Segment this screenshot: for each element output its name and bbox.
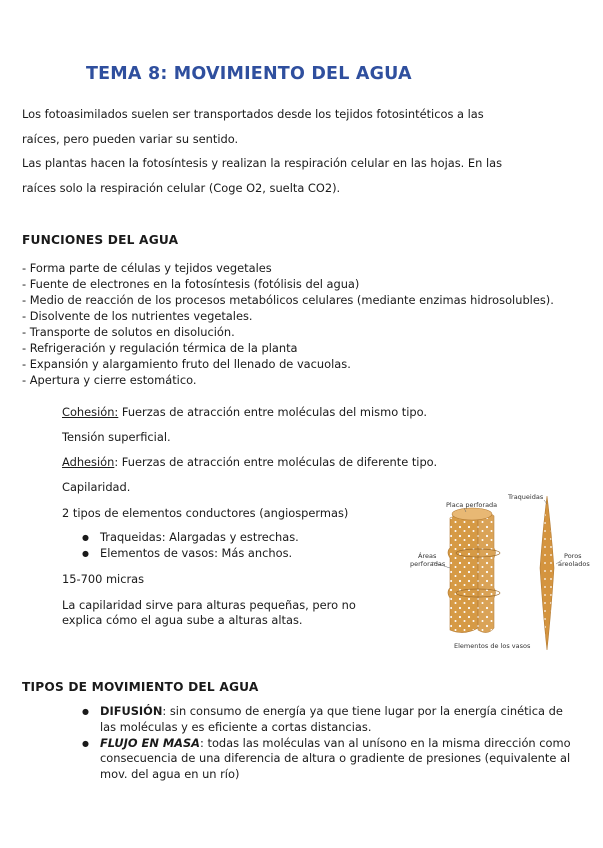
vessel-element xyxy=(448,513,480,632)
micras-line: 15-700 micras xyxy=(62,572,145,586)
funciones-list xyxy=(22,260,554,388)
label-poros-2: areolados xyxy=(558,560,590,568)
list-item: ● Traqueidas: Alargadas y estrechas. xyxy=(82,530,299,546)
xylem-illustration xyxy=(404,488,584,658)
funcion-item: - Disolvente de los nutrientes vegetales. xyxy=(22,309,253,323)
label-areas-1: Áreas xyxy=(418,552,437,560)
cohesion-line xyxy=(62,405,427,419)
label-areas-2: perforadas xyxy=(410,560,446,568)
cohesion-text: Fuerzas de atracción entre moléculas del mismo tipo. xyxy=(118,405,428,419)
label-vasos: Elementos de los vasos xyxy=(454,642,531,650)
flujo-term: FLUJO EN MASA xyxy=(100,735,201,750)
funcion-item: - Medio de reacción de los procesos metabólicos celulares (mediante enzimas hidrosolubles). xyxy=(22,293,554,307)
adhesion-text: : Fuerzas de atracción entre moléculas de diferente tipo. xyxy=(114,455,438,469)
label-traqueidas: Traqueidas xyxy=(508,493,544,501)
label-poros-1: Poros xyxy=(564,552,582,560)
vessel-element xyxy=(478,513,496,633)
difusion-term: DIFUSIÓN xyxy=(100,704,163,718)
perforation-plate xyxy=(452,508,492,520)
tension-line: Tensión superficial. xyxy=(62,430,171,444)
cohesion-term: Cohesión: xyxy=(62,405,119,419)
intro-line-3: Las plantas hacen la fotosíntesis y realizan la respiración celular en las hojas. En las xyxy=(22,156,503,170)
label-placa: Placa perforada xyxy=(446,501,498,509)
flujo-text: : todas las moléculas van al unísono en la misma dirección como consecuencia de una diferencia de altura o gradiente de presiones (equivalente al mov. del agua en un río) xyxy=(100,735,571,782)
list-item xyxy=(82,736,582,783)
capilaridad-nota-2: explica cómo el agua sube a alturas altas. xyxy=(62,613,303,627)
conductores-line: 2 tipos de elementos conductores (angiospermas) xyxy=(62,506,349,520)
conductores-list xyxy=(82,530,299,561)
capilaridad-line: Capilaridad. xyxy=(62,480,131,494)
funciones-heading: FUNCIONES DEL AGUA xyxy=(22,233,179,247)
movimiento-list xyxy=(82,704,582,783)
intro-line-4: raíces solo la respiración celular (Coge O2, suelta CO2). xyxy=(22,181,341,195)
funcion-item: - Forma parte de células y tejidos vegetales xyxy=(22,261,272,275)
tracheid xyxy=(540,496,554,650)
funcion-item: - Fuente de electrones en la fotosíntesis (fotólisis del agua) xyxy=(22,277,360,291)
page-title: TEMA 8: MOVIMIENTO DEL AGUA xyxy=(86,64,412,84)
list-item xyxy=(82,704,582,736)
adhesion-term: Adhesión xyxy=(62,455,115,469)
intro-line-2: raíces, pero pueden variar su sentido. xyxy=(22,132,239,146)
intro-line-1: Los fotoasimilados suelen ser transportados desde los tejidos fotosintéticos a las xyxy=(22,107,484,121)
adhesion-line xyxy=(62,455,437,469)
movimiento-heading: TIPOS DE MOVIMIENTO DEL AGUA xyxy=(22,680,259,694)
funcion-item: - Refrigeración y regulación térmica de la planta xyxy=(22,341,298,355)
xylem-figure xyxy=(404,488,590,658)
list-item: ● Elementos de vasos: Más anchos. xyxy=(82,546,299,562)
capilaridad-nota-1: La capilaridad sirve para alturas pequeñas, pero no xyxy=(62,598,356,612)
funcion-item: - Transporte de solutos en disolución. xyxy=(22,325,235,339)
difusion-text: : sin consumo de energía ya que tiene lugar por la energía cinética de las moléculas y es eficiente a cortas distancias. xyxy=(100,704,563,734)
funcion-item: - Apertura y cierre estomático. xyxy=(22,373,197,387)
funcion-item: - Expansión y alargamiento fruto del llenado de vacuolas. xyxy=(22,357,351,371)
